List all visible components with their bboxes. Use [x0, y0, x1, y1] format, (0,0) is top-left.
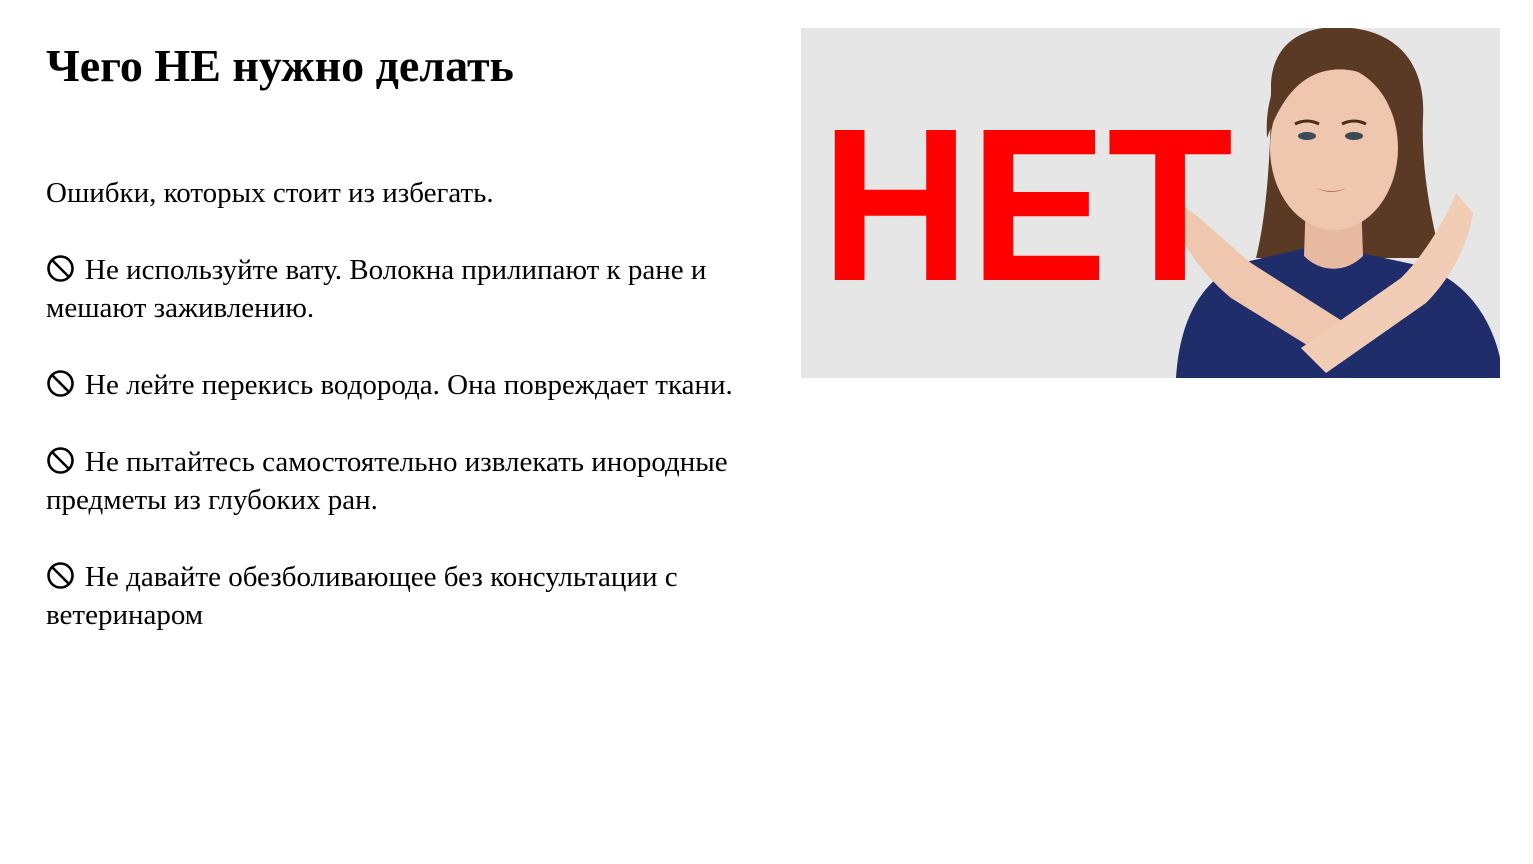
no-sign-text: НЕТ	[821, 84, 1233, 327]
list-item	[46, 251, 786, 327]
photo-illustration	[801, 28, 1500, 378]
intro-text: Ошибки, которых стоит из избегать.	[46, 177, 494, 209]
no-entry-icon	[46, 446, 75, 475]
list-item	[46, 366, 786, 404]
dont-list	[46, 251, 786, 634]
slide-body	[46, 174, 786, 634]
no-entry-icon	[46, 561, 75, 590]
no-entry-icon	[46, 369, 75, 398]
list-item-text: Не лейте перекись водорода. Она повреждает ткани.	[85, 369, 733, 401]
list-item	[46, 558, 786, 634]
slide-title: Чего НЕ нужно делать	[46, 40, 514, 91]
list-item	[46, 443, 786, 519]
no-entry-icon	[46, 254, 75, 283]
no-sign-photo	[801, 28, 1500, 378]
list-item-text: Не используйте вату. Волокна прилипают к ране и мешают заживлению.	[46, 254, 707, 324]
list-item-text: Не давайте обезболивающее без консультации с ветеринаром	[46, 561, 678, 631]
list-item-text: Не пытайтесь самостоятельно извлекать инородные предметы из глубоких ран.	[46, 446, 728, 516]
